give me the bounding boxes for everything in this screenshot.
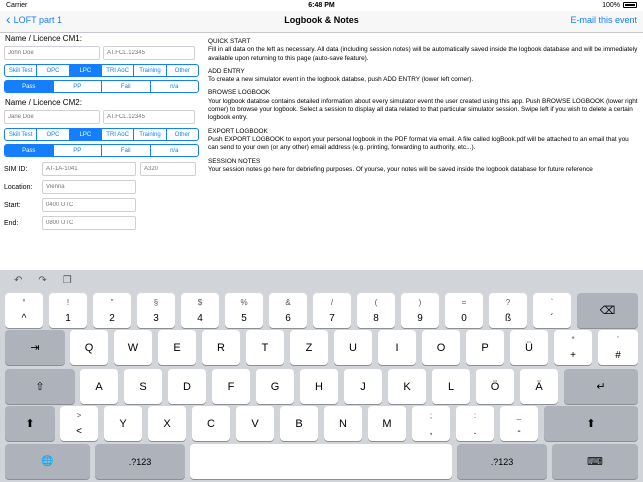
redo-icon[interactable]: ↷ — [38, 274, 47, 286]
paste-icon[interactable]: ❐ — [62, 274, 72, 286]
key-´[interactable] — [533, 293, 571, 328]
key-r[interactable]: R — [202, 330, 240, 365]
space-bar[interactable] — [190, 444, 452, 479]
key-symbol: , — [429, 426, 433, 437]
key-t[interactable]: T — [246, 330, 284, 365]
key-punct[interactable] — [412, 406, 450, 441]
sim-type-input[interactable] — [140, 162, 196, 176]
key-f[interactable]: F — [212, 369, 250, 404]
email-event-button[interactable]: E-mail this event — [570, 15, 637, 25]
key-shift-symbol: $ — [197, 298, 203, 307]
keyboard-dismiss-icon[interactable]: ⌨ — [552, 444, 638, 479]
key-a[interactable]: A — [80, 369, 118, 404]
key-shift-symbol: ` — [550, 298, 554, 307]
cm2-type-lpc[interactable]: LPC — [70, 129, 102, 140]
cm1-result-pp[interactable]: PP — [54, 81, 103, 92]
cm1-result-fail[interactable]: Fail — [102, 81, 151, 92]
cm1-type-skill-test[interactable]: Skill Test — [5, 65, 37, 76]
key-less-than[interactable] — [60, 406, 98, 441]
key-shift-symbol: " — [110, 298, 114, 307]
cm1-result-pass[interactable]: Pass — [5, 81, 54, 92]
key-m[interactable]: M — [368, 406, 406, 441]
cm2-type-skill-test[interactable]: Skill Test — [5, 129, 37, 140]
location-input[interactable] — [42, 180, 136, 194]
end-input[interactable] — [42, 216, 136, 230]
cm1-type-segmented — [4, 64, 199, 77]
navigation-bar — [0, 11, 643, 33]
key-g[interactable]: G — [256, 369, 294, 404]
key-shift-symbol: _ — [516, 411, 522, 420]
cm1-result-segmented — [4, 80, 199, 93]
tab-icon[interactable]: ⇥ — [5, 330, 65, 365]
key-punct[interactable] — [500, 406, 538, 441]
key-h[interactable]: H — [300, 369, 338, 404]
back-button[interactable] — [6, 11, 63, 27]
help-text: Fill in all data on the left as necessary. All data (including session notes) will be automatically saved inside the logbook database and will be immediately available upon returning to this page (auto-save feature). — [208, 46, 638, 62]
key-p[interactable]: P — [466, 330, 504, 365]
cm2-result-segmented — [4, 144, 199, 157]
key-symbol: 7 — [329, 313, 335, 324]
key-shift-symbol: * — [571, 335, 575, 344]
page-title: Logbook & Notes — [284, 15, 359, 25]
keyboard — [0, 270, 643, 482]
key-x[interactable]: X — [148, 406, 186, 441]
numbers-key[interactable]: .?123 — [457, 444, 547, 479]
key-shift-symbol: ? — [505, 298, 511, 307]
cm1-title: Name / Licence CM1: — [5, 34, 82, 43]
key-8[interactable] — [357, 293, 395, 328]
key-w[interactable]: W — [114, 330, 152, 365]
cm2-licence-input[interactable] — [103, 110, 195, 124]
key-symbol: < — [76, 426, 82, 437]
cm2-result-pp[interactable]: PP — [54, 145, 103, 156]
key-3[interactable] — [137, 293, 175, 328]
key-symbol: 0 — [461, 313, 467, 324]
key-k[interactable]: K — [388, 369, 426, 404]
key-symbol: ^ — [21, 313, 27, 324]
key-2[interactable] — [93, 293, 131, 328]
cm2-result-pass[interactable]: Pass — [5, 145, 54, 156]
numbers-key[interactable]: .?123 — [95, 444, 185, 479]
return-icon[interactable]: ↵ — [564, 369, 638, 404]
event-form — [4, 34, 199, 232]
key-shift-symbol: ° — [22, 298, 26, 307]
shift-icon[interactable]: ⬆ — [544, 406, 638, 441]
sim-id-label: SIM ID: — [4, 165, 28, 173]
key-b[interactable]: B — [280, 406, 318, 441]
key-y[interactable]: Y — [104, 406, 142, 441]
key-symbol: 9 — [417, 313, 423, 324]
key-plus[interactable] — [554, 330, 592, 365]
help-text: Your logbook databse contains detailed information about every simulator event the user created using this app. Push BROWSE LOGBOOK (lower right corner) to browse your logbook. Select a session to display all data related to that particular simulator session. Swipe left if you wish to delete a certain logbook entry. — [208, 97, 638, 122]
cm2-result-fail[interactable]: Fail — [102, 145, 151, 156]
sim-id-input[interactable] — [42, 162, 136, 176]
key-u[interactable]: U — [334, 330, 372, 365]
key-symbol: . — [473, 426, 477, 437]
key-symbol: + — [570, 350, 576, 361]
start-input[interactable] — [42, 198, 136, 212]
key-d[interactable]: D — [168, 369, 206, 404]
key-q[interactable]: Q — [70, 330, 108, 365]
cm2-type-opc[interactable]: OPC — [37, 129, 69, 140]
key-symbol: ß — [504, 313, 512, 324]
cm2-result-na[interactable]: n/a — [170, 147, 179, 154]
key-symbol: 6 — [285, 313, 291, 324]
key-shift-symbol: % — [240, 298, 248, 307]
cm1-licence-input[interactable] — [103, 46, 195, 60]
carrier-label: Carrier — [6, 2, 28, 9]
cm2-name-input[interactable] — [4, 110, 100, 124]
key-shift-symbol: ( — [374, 298, 378, 307]
cm2-type-other[interactable]: Other — [174, 131, 190, 138]
key-symbol: 8 — [373, 313, 379, 324]
cm1-result-na[interactable]: n/a — [170, 83, 179, 90]
location-label: Location: — [4, 183, 33, 191]
keyboard-toolbar — [0, 270, 643, 290]
end-label: End: — [4, 219, 19, 227]
cm1-type-lpc[interactable]: LPC — [70, 65, 102, 76]
cm2-type-training[interactable]: Training — [134, 129, 166, 140]
key-l[interactable]: L — [432, 369, 470, 404]
key-^[interactable] — [5, 293, 43, 328]
key-z[interactable]: Z — [290, 330, 328, 365]
key-shift-symbol: / — [330, 298, 334, 307]
key-symbol: ´ — [550, 313, 554, 324]
help-heading: QUICK START — [208, 38, 251, 45]
key-ü[interactable]: Ü — [510, 330, 548, 365]
key-shift-symbol: ' — [617, 335, 619, 344]
key-punct[interactable] — [456, 406, 494, 441]
cm2-title: Name / Licence CM2: — [5, 98, 82, 107]
key-ä[interactable]: Ä — [520, 369, 558, 404]
clock: 6:48 PM — [308, 2, 335, 9]
cm1-type-opc[interactable]: OPC — [37, 65, 69, 76]
battery-label: 100% — [602, 2, 620, 9]
key-symbol: 1 — [65, 313, 71, 324]
help-heading: BROWSE LOGBOOK — [208, 89, 271, 97]
key-symbol: # — [615, 350, 621, 361]
chevron-left-icon: ‹ — [6, 11, 11, 27]
help-panel — [208, 38, 638, 174]
cm1-type-tri-aoc[interactable]: TRI AoC — [102, 65, 134, 76]
help-heading: EXPORT LOGBOOK — [208, 127, 268, 135]
key-s[interactable]: S — [124, 369, 162, 404]
key-e[interactable]: E — [158, 330, 196, 365]
key-9[interactable] — [401, 293, 439, 328]
cm2-type-segmented — [4, 128, 199, 141]
key-v[interactable]: V — [236, 406, 274, 441]
cm1-type-other[interactable]: Other — [174, 67, 190, 74]
key-shift-symbol: = — [461, 298, 467, 307]
help-heading: ADD ENTRY — [208, 67, 245, 75]
help-heading: SESSION NOTES — [208, 157, 261, 165]
key-symbol: 4 — [197, 313, 203, 324]
cm2-type-tri-aoc[interactable]: TRI AoC — [102, 129, 134, 140]
globe-icon[interactable]: 🌐 — [5, 444, 90, 479]
key-shift-symbol: : — [473, 411, 477, 420]
key-c[interactable]: C — [192, 406, 230, 441]
status-bar — [0, 0, 643, 11]
key-j[interactable]: J — [344, 369, 382, 404]
shift-icon[interactable]: ⬆ — [5, 406, 55, 441]
key-i[interactable]: I — [378, 330, 416, 365]
key-o[interactable]: O — [422, 330, 460, 365]
key-ß[interactable] — [489, 293, 527, 328]
key-shift-symbol: > — [76, 411, 82, 420]
key-symbol: 2 — [109, 313, 115, 324]
key-hash[interactable] — [598, 330, 638, 365]
help-text: To create a new simulator event in the logbook databse, push ADD ENTRY (lower left corner). — [208, 76, 474, 84]
key-6[interactable] — [269, 293, 307, 328]
key-shift-symbol: & — [285, 298, 291, 307]
key-symbol: - — [517, 426, 521, 437]
battery-icon — [623, 2, 637, 8]
key-shift-symbol: ! — [66, 298, 70, 307]
key-1[interactable] — [49, 293, 87, 328]
key-4[interactable] — [181, 293, 219, 328]
cm1-name-input[interactable] — [4, 46, 100, 60]
help-text: Push EXPORT LOGBOOK to export your personal logbook in the PDF format via email. A file called logBook.pdf will be attached to an email that you can send to your own (or any other) email address (e.g. printing, forwarding to authority, etc...). — [208, 135, 629, 152]
backspace-icon[interactable]: ⌫ — [577, 293, 638, 328]
key-7[interactable] — [313, 293, 351, 328]
start-label: Start: — [4, 201, 21, 209]
key-5[interactable] — [225, 293, 263, 328]
key-symbol: 5 — [241, 313, 247, 324]
key-shift-symbol: ) — [418, 298, 422, 307]
shift-icon[interactable]: ⇧ — [5, 369, 75, 404]
key-shift-symbol: ; — [429, 411, 433, 420]
key-shift-symbol: § — [153, 298, 159, 307]
key-0[interactable] — [445, 293, 483, 328]
cm1-type-training[interactable]: Training — [134, 65, 166, 76]
key-symbol: 3 — [153, 313, 159, 324]
back-button-label: LOFT part 1 — [13, 15, 63, 25]
key-ö[interactable]: Ö — [476, 369, 514, 404]
key-n[interactable]: N — [324, 406, 362, 441]
help-text: Your session notes go here for debriefing purposes. Of yourse, your notes will be saved inside the logbook database for future reference — [208, 165, 593, 173]
undo-icon[interactable]: ↶ — [14, 274, 23, 286]
